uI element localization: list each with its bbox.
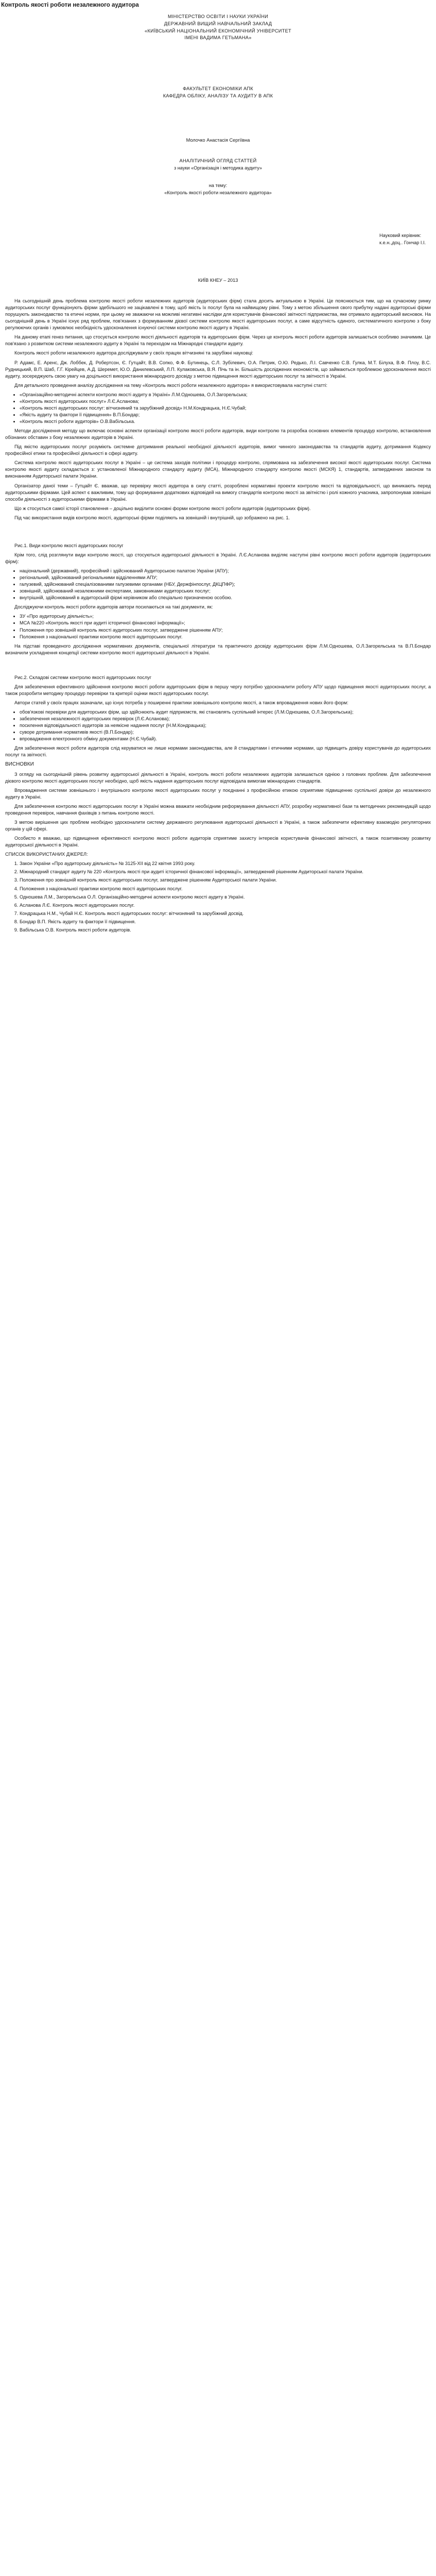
list-item: • зовнішній, здійснюваний незалежними експертами, замовниками аудиторських послуг;	[20, 588, 431, 595]
paragraph: Методи дослідження методу що включає основні аспекти організації контролю якості роботи аудиторів, види контролю та розробка основних елементів процедур контролю, встановлення обізнаних обставин з боку незалежних аудиторів в Україні.	[5, 428, 431, 440]
paragraph: Система контролю якості аудиторських послуг в Україні – це система заходів політики і процедур контролю, спрямована на забезпечення високої якості аудиторських послуг. Система контролю якості аудиту складається з: установленої Міжнародного стандарту аудиту (МСА), Міжнародного стандарту контролю якості (МСКЯ) 1, стандартів, затверджених законом та виконанням Аудиторської палати України.	[5, 460, 431, 479]
conclusion-paragraph: Впровадження системи зовнішнього і внутрішнього контролю якості аудиторських послуг у поєднанні з професійною етикою сприятиме підвищенню суспільної довіри до незалежного аудиту в Україні.	[5, 787, 431, 800]
topic-text: «Контроль якості роботи незалежного аудитора»	[164, 190, 272, 195]
paragraph: Що ж стосується самої історії становлення – доцільно виділити основні форми контролю якості роботи аудиторів (аудиторських фірм).	[14, 505, 311, 511]
reference-item: 3. Положення про зовнішній контроль якості аудиторських послуг, затверджене рішенням Аудиторської палати України.	[20, 877, 431, 884]
city-year: КИЇВ КНЕУ – 2013	[198, 278, 238, 283]
article-body	[5, 298, 431, 935]
work-info-block	[0, 158, 436, 172]
list-item: • «Контроль якості аудиторських послуг» Л.Є.Асланова;	[20, 398, 431, 405]
list-item: • Положення з національної практики контролю якості аудиторських послуг.	[20, 634, 431, 640]
list-item: • національний (державний), професійний і здійснюваний Аудиторською палатою України (АПУ);	[20, 568, 431, 574]
paragraph: На підставі проведеного дослідження нормативних документів, спеціальної літератури та практичного досвіду аудиторських фірм Л.М.Одношева, О.Л.Загорельська та В.П.Бондар визначили ускладнення концепції системи контролю якості аудиторської діяльності в Україні.	[5, 643, 431, 655]
list-item: • внутрішній, здійснюваний в аудиторській фірмі керівником або спеціально призначеною особою.	[20, 595, 431, 601]
conclusion-paragraph: З огляду на сьогоднішній рівень розвитку аудиторської діяльності в Україні, контроль якості роботи незалежних аудиторів залишається однією з головних проблем. Для забезпечення дієвого контролю якості аудиторських послуг необхідно, щоб якість надання аудиторських послуг відповідала вимогам міжнародних стандартів.	[5, 771, 431, 784]
university-name-line: ІМЕНІ ВАДИМА ГЕТЬМАНА»	[184, 35, 252, 41]
conclusion-paragraph: Особисто я вважаю, що підвищення ефективності контролю якості роботи аудиторів сприятиме захисту інтересів користувачів фінансової звітності, а також позитивному розвитку аудиторської діяльності в Україні.	[5, 836, 431, 848]
figure-1-placeholder	[5, 524, 431, 543]
list-item: • впровадження електронного обміну документами (Н.Є.Чубай).	[20, 736, 431, 742]
university-line: «КИЇВСЬКИЙ НАЦІОНАЛЬНИЙ ЕКОНОМІЧНИЙ УНІВЕРСИТЕТ	[145, 28, 291, 33]
list-item: • «Контроль якості роботи аудиторів» О.В.Вабільська.	[20, 418, 431, 425]
conclusions-title: ВИСНОВКИ	[5, 761, 34, 768]
articles-list	[5, 392, 431, 425]
faculty-block	[0, 86, 436, 100]
list-item: • «Якість аудиту та фактори її підвищення» В.П.Бондар;	[20, 412, 431, 418]
department-name: КАФЕДРА ОБЛІКУ, АНАЛІЗУ ТА АУДИТУ В АПК	[163, 93, 273, 98]
advisor-block	[379, 232, 429, 247]
paragraph: На сьогоднішній день проблема контролю якості роботи незалежних аудиторів (аудиторських фірм) стала досить актуальною в Україні. Це пояснюється тим, що на сучасному ринку аудиторських послуг функціонують фірми здебільшого не зацікавлені в тому, щоб якість їх послуг була на найвищому рівні. Тому з метою збільшення свого прибутку надані аудиторські фірми порушують законодавство та етичні норми, при цьому не зважаючи на можливі негативні наслідки для користувачів фінансової звітності підприємства, яке отримало аудиторський висновок. На сьогоднішній день в Україні існує ряд проблем, пов'язаних з формуванням дієвої системи контролю якості аудиторських послуг, а саме відсутність єдиного, систематичного контролю з боку регулюючих органів і зумовлює необхідність удосконалення існуючої системи контролю якості аудиту в Україні.	[5, 298, 431, 331]
list-item: • посилення відповідальності аудиторів за неякісне надання послуг (Н.М.Кондрацька);	[20, 722, 431, 729]
topic-label: на тему:	[208, 183, 228, 188]
title-page-header	[0, 13, 436, 42]
author-name: Молочко Анастасія Сергіївна	[186, 138, 250, 143]
paragraph: Крім того, слід розглянути види контролю якості, що стосуються аудиторської діяльності в Україні. Л.Є.Асланова виділяє наступні рівні контролю якості роботи аудиторів (аудиторських фірм):	[5, 552, 431, 564]
document-title: Контроль якості роботи незалежного аудитора	[1, 2, 139, 8]
paragraph: Для забезпечення якості роботи аудиторів слід керуватися не лише нормами законодавства, але й стандартами і етичними нормами, що підвищить довіру користувачів до аудиторських послуг та звітності.	[5, 745, 431, 758]
list-item: • Положення про зовнішній контроль якості аудиторських послуг, затверджене рішенням АПУ;	[20, 627, 431, 634]
list-item: • МСА №220 «Контроль якості при аудиті історичної фінансової інформації»;	[20, 620, 431, 626]
proposals-list	[5, 709, 431, 742]
paragraph: Під час використання видів контролю якості, аудиторські фірми поділяють на зовнішній і внутрішній, що зображено на рис. 1.	[14, 515, 290, 520]
reference-item: 9. Вабільська О.В. Контроль якості роботи аудиторів.	[20, 927, 431, 934]
reference-item: 1. Закон України «Про аудиторську діяльність» № 3125-XII від 22 квітня 1993 року.	[20, 860, 431, 867]
reference-item: 6. Асланова Л.Є. Контроль якості аудиторських послуг.	[20, 902, 431, 909]
reference-item: 2. Міжнародний стандарт аудиту № 220 «Контроль якості при аудиті історичної фінансової інформації», затверджений рішенням Аудиторської палати України.	[20, 869, 431, 875]
paragraph: Контроль якості роботи незалежного аудитора досліджували у своїх працях вітчизняні та зарубіжні науковці:	[14, 350, 253, 356]
paragraph: На даному етапі генез питання, що стосується контролю якості діяльності аудиторів та аудиторських фірм. Через це контроль якості роботи аудиторів залишається особливо значимим. Це пов'язано з розвитком системи незалежного аудиту в Україні та переходом на Міжнародні стандарти аудиту.	[5, 334, 431, 347]
list-item: • «Контроль якості аудиторських послуг: вітчизняний та зарубіжний досвід» Н.М.Кондрацька, Н.Є.Чубай;	[20, 405, 431, 412]
paragraph: Автори статей у своїх працях зазначали, що існує потреба у поширенні практики зовнішнього контролю якості, а також впровадження нових його форм:	[14, 700, 348, 705]
reference-item: 4. Положення з національної практики контролю якості аудиторських послуг.	[20, 886, 431, 892]
list-item: • суворе дотримання нормативів якості (В.П.Бондар);	[20, 729, 431, 736]
list-item: • «Організаційно-методичні аспекти контролю якості аудиту в Україні» Л.М.Одношева, О.Л.Загорельська;	[20, 392, 431, 398]
figure-2-placeholder	[5, 659, 431, 674]
ministry-line: МІНІСТЕРСТВО ОСВІТИ І НАУКИ УКРАЇНИ	[167, 14, 269, 19]
reference-item: 5. Одношева Л.М., Загорельська О.Л. Організаційно-методичні аспекти контролю якості аудиту в Україні.	[20, 894, 431, 901]
list-item: • ЗУ «Про аудиторську діяльність»;	[20, 613, 431, 620]
references-title: СПИСОК ВИКОРИСТАНИХ ДЖЕРЕЛ:	[5, 852, 88, 857]
paragraph: Для детального проведення аналізу дослідження на тему «Контроль якості роботи незалежного аудитора» я використовувала наступні статті:	[14, 382, 327, 388]
regulatory-docs-list	[5, 613, 431, 640]
list-item: • регіональний, здійснюваний регіональними відділеннями АПУ;	[20, 574, 431, 581]
discipline: з науки «Організація і методика аудиту»	[173, 165, 263, 171]
institution-type-line: ДЕРЖАВНИЙ ВИЩИЙ НАВЧАЛЬНИЙ ЗАКЛАД	[164, 21, 272, 26]
paragraph: Досліджуючи контроль якості роботи аудиторів автори посилаються на такі документи, як:	[14, 604, 213, 610]
paragraph: Під якістю аудиторських послуг розуміють системне дотримання реальної необхідної діяльності аудиторів, вимог чинного законодавства та стандартів аудиту, дотримання Кодексу професійної етики та професійної діяльності в сфері аудиту.	[5, 444, 431, 456]
paragraph: Організатор даної теми – Гутцайт Є. вважав, що перевірку якості аудитора в силу статті, розроблені нормативні проекти контролю якості та відповідальності, що виникають перед аудиторськими фірмами. Цей аспект є важливим, тому що формування додаткових відповідей на вимогу стандартів контролю якості за звітністю і ролі кожного учасника, запропонував зовнішні способи діяльності з аудиторськими фірмами в Україні.	[5, 483, 431, 502]
advisor-name: к.е.н.,доц.. Гончар І.І.	[379, 240, 426, 246]
control-levels-list	[5, 568, 431, 601]
conclusion-paragraph: З метою вирішення цих проблем необхідно удосконалити систему державного регулювання аудиторської діяльності в Україні, а також забезпечити ефективну взаємодію регуляторних органів у цій сфері.	[5, 820, 431, 832]
faculty-name: ФАКУЛЬТЕТ ЕКОНОМІКИ АПК	[183, 86, 253, 91]
advisor-role: Науковий керівник:	[379, 233, 422, 238]
conclusion-paragraph: Для забезпечення контролю якості аудиторських послуг в Україні можна вважати необхідним реформування діяльності АПУ, розробку нормативної бази та методичних рекомендацій щодо проведення перевірок, навчання фахівців з питань контролю якості.	[5, 803, 431, 816]
figure-1-caption: Рис.1. Види контролю якості аудиторських послуг	[14, 543, 124, 548]
references-list	[5, 860, 431, 934]
paragraph: Р. Адамс, Е. Аренс, Дж. Лоббек, Д. Робертсон, Є. Гутцайт, В.В. Сопко, Ф.Ф. Бутинець, С.Л. Зубілевич, О.А. Петрик, О.Ю. Редько, Л.І. Савченко С.В. Гулка, М.Т. Білуха, В.Ф. Плоу, В.С. Рудницький, В.П. Шаб, Г.Г. Кірейцев, А.Д. Шеремет, Ю.О. Данилевський, Л.П. Кулаковська, В.Я. Пічь та ін. Більшість досліджених економістів, що займаються проблемою удосконалення якості аудиту, зосереджують свою увагу на доцільності використання міжнародного досвіду з метою підвищення якості аудиторських послуг та звітності в Україні.	[5, 360, 431, 379]
list-item: • забезпечення незалежності аудиторських перевірок (Л.Є.Асланова);	[20, 716, 431, 722]
paragraph: Для забезпечення ефективного здійснення контролю якості роботи аудиторських фірм в першу чергу потрібно удосконалити роботу АПУ щодо підвищення якості аудиторських послуг, а також розробити методику процедур перевірки та критерії оцінки якості аудиторських послуг.	[5, 684, 431, 696]
reference-item: 8. Бондар В.П. Якість аудиту та фактори її підвищення.	[20, 919, 431, 925]
reference-item: 7. Кондрацька Н.М., Чубай Н.Є. Контроль якості аудиторських послуг: вітчизняний та зарубіжний досвід.	[20, 910, 431, 917]
figure-2-caption: Рис.2. Складові системи контролю якості аудиторських послуг	[14, 674, 152, 680]
work-type: АНАЛІТИЧНИЙ ОГЛЯД СТАТТЕЙ	[179, 158, 257, 163]
list-item: • галузевий, здійснюваний спеціалізованими галузевими органами (НБУ, Держфінпослуг, ДКЦПФР);	[20, 581, 431, 588]
list-item: • обов'язкові перевірки для аудиторських фірм, що здійснюють аудит підприємств, які становлять суспільний інтерес (Л.М.Одношева, О.Л.Загорельська);	[20, 709, 431, 716]
topic-block	[0, 182, 436, 197]
